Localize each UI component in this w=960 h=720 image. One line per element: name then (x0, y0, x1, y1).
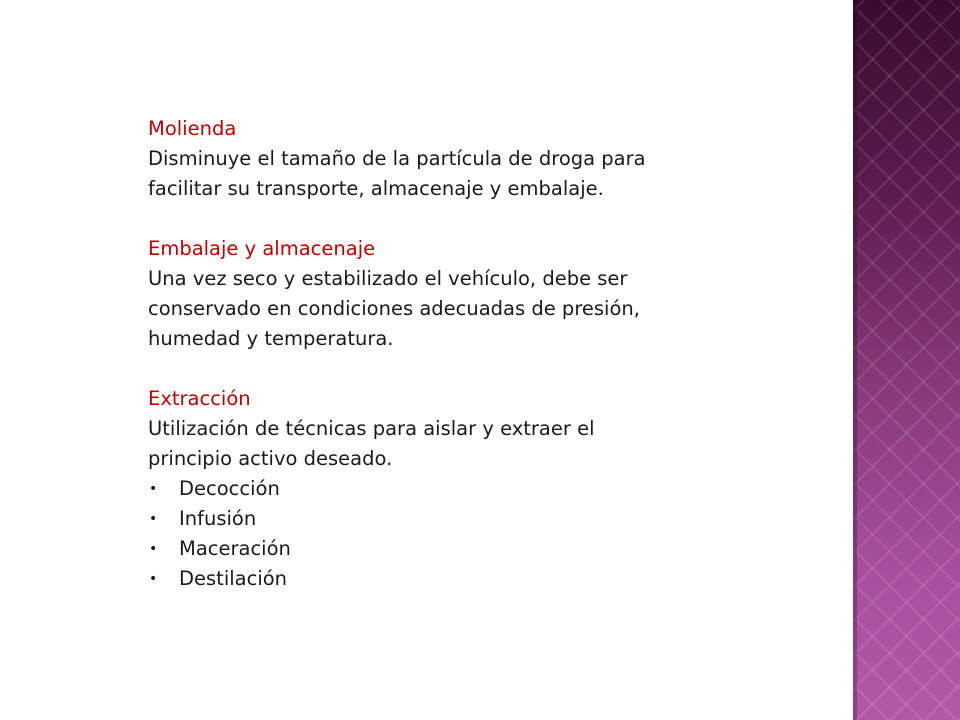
section-heading: Extracción (148, 387, 251, 410)
section-heading: Molienda (148, 117, 237, 140)
section-heading: Embalaje y almacenaje (148, 237, 376, 260)
spacer (148, 204, 708, 234)
body-line: principio activo deseado. (148, 447, 393, 470)
section-embalaje (148, 234, 708, 354)
bullet-icon: • (149, 571, 158, 587)
list-item (148, 504, 708, 534)
bullet-list (148, 474, 708, 594)
section-molienda (148, 114, 708, 204)
slide-content (148, 114, 708, 594)
spacer (148, 354, 708, 384)
body-line: Una vez seco y estabilizado el vehículo, debe ser (148, 267, 628, 290)
list-item (148, 564, 708, 594)
section-extraccion (148, 384, 708, 594)
bullet-icon: • (149, 481, 158, 497)
list-item-label: Destilación (179, 567, 288, 590)
list-item (148, 534, 708, 564)
body-line: humedad y temperatura. (148, 327, 394, 350)
list-item-label: Maceración (179, 537, 291, 560)
bullet-icon: • (149, 541, 158, 557)
decorative-side-band (853, 0, 960, 720)
body-line: Disminuye el tamaño de la partícula de droga para (148, 147, 646, 170)
body-line: Utilización de técnicas para aislar y extraer el (148, 417, 595, 440)
list-item (148, 474, 708, 504)
bullet-icon: • (149, 511, 158, 527)
list-item-label: Decocción (179, 477, 280, 500)
body-line: facilitar su transporte, almacenaje y embalaje. (148, 177, 604, 200)
body-line: conservado en condiciones adecuadas de presión, (148, 297, 640, 320)
list-item-label: Infusión (179, 507, 257, 530)
